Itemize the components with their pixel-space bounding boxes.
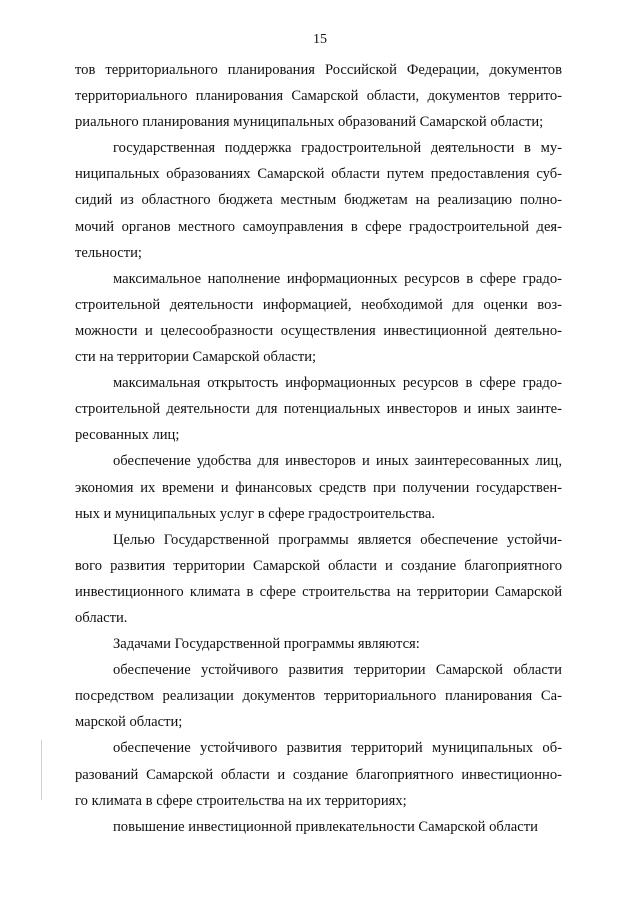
- text-line: строительной деятельности информацией, необходимой для оценки воз-: [75, 296, 562, 313]
- text-line: экономия их времени и финансовых средств при получении государствен-: [75, 479, 562, 496]
- page-number: 15: [313, 32, 327, 47]
- text-line: Задачами Государственной программы являются:: [113, 636, 420, 653]
- paragraph: [75, 814, 562, 840]
- paragraph: [75, 370, 562, 448]
- paragraph: [75, 657, 562, 735]
- text-line: государственная поддержка градостроительной деятельности в му-: [113, 140, 562, 157]
- text-line: территориального планирования Самарской области, документов террито-: [75, 88, 562, 105]
- paragraph: [75, 135, 562, 265]
- text-line: максимальное наполнение информационных ресурсов в сфере градо-: [113, 270, 562, 287]
- text-line: строительной деятельности для потенциальных инвесторов и иных заинте-: [75, 401, 562, 418]
- text-line: марской области;: [75, 714, 183, 731]
- paragraph: [75, 448, 562, 526]
- text-line: максимальная открытость информационных ресурсов в сфере градо-: [113, 375, 562, 392]
- paragraph: [75, 266, 562, 370]
- paragraph: [75, 57, 562, 135]
- text-line: обеспечение удобства для инвесторов и иных заинтересованных лиц,: [113, 453, 562, 470]
- text-line: тельности;: [75, 244, 142, 261]
- paragraph: [75, 527, 562, 631]
- text-line: посредством реализации документов территориального планирования Са-: [75, 688, 562, 705]
- text-line: го климата в сфере строительства на их территориях;: [75, 792, 407, 809]
- text-line: обеспечение устойчивого развития территорий муниципальных об-: [113, 740, 562, 757]
- text-line: Целью Государственной программы является обеспечение устойчи-: [113, 531, 562, 548]
- text-line: разований Самарской области и создание благоприятного инвестиционно-: [75, 766, 562, 783]
- text-line: можности и целесообразности осуществления инвестиционной деятельно-: [75, 322, 562, 339]
- paragraph: [75, 735, 562, 813]
- scan-artifact-line: [41, 740, 42, 800]
- text-line: вого развития территории Самарской области и создание благоприятного: [75, 557, 562, 574]
- text-line: области.: [75, 609, 128, 626]
- text-line: сти на территории Самарской области;: [75, 349, 317, 366]
- text-line: риального планирования муниципальных образований Самарской области;: [75, 114, 544, 131]
- text-line: ниципальных образованиях Самарской области путем предоставления суб-: [75, 166, 562, 183]
- body-text: [75, 57, 562, 840]
- text-line: инвестиционного климата в сфере строительства на территории Самарской: [75, 583, 562, 600]
- text-line: сидий из областного бюджета местным бюджетам на реализацию полно-: [75, 192, 562, 209]
- text-line: ресованных лиц;: [75, 427, 180, 444]
- text-line: мочий органов местного самоуправления в сфере градостроительной дея-: [75, 218, 562, 235]
- text-line: тов территориального планирования Российской Федерации, документов: [75, 62, 562, 78]
- text-line: обеспечение устойчивого развития территории Самарской области: [113, 662, 562, 679]
- text-line: повышение инвестиционной привлекательности Самарской области: [113, 818, 538, 835]
- paragraph: [75, 631, 562, 657]
- text-line: ных и муниципальных услуг в сфере градостроительства.: [75, 505, 435, 522]
